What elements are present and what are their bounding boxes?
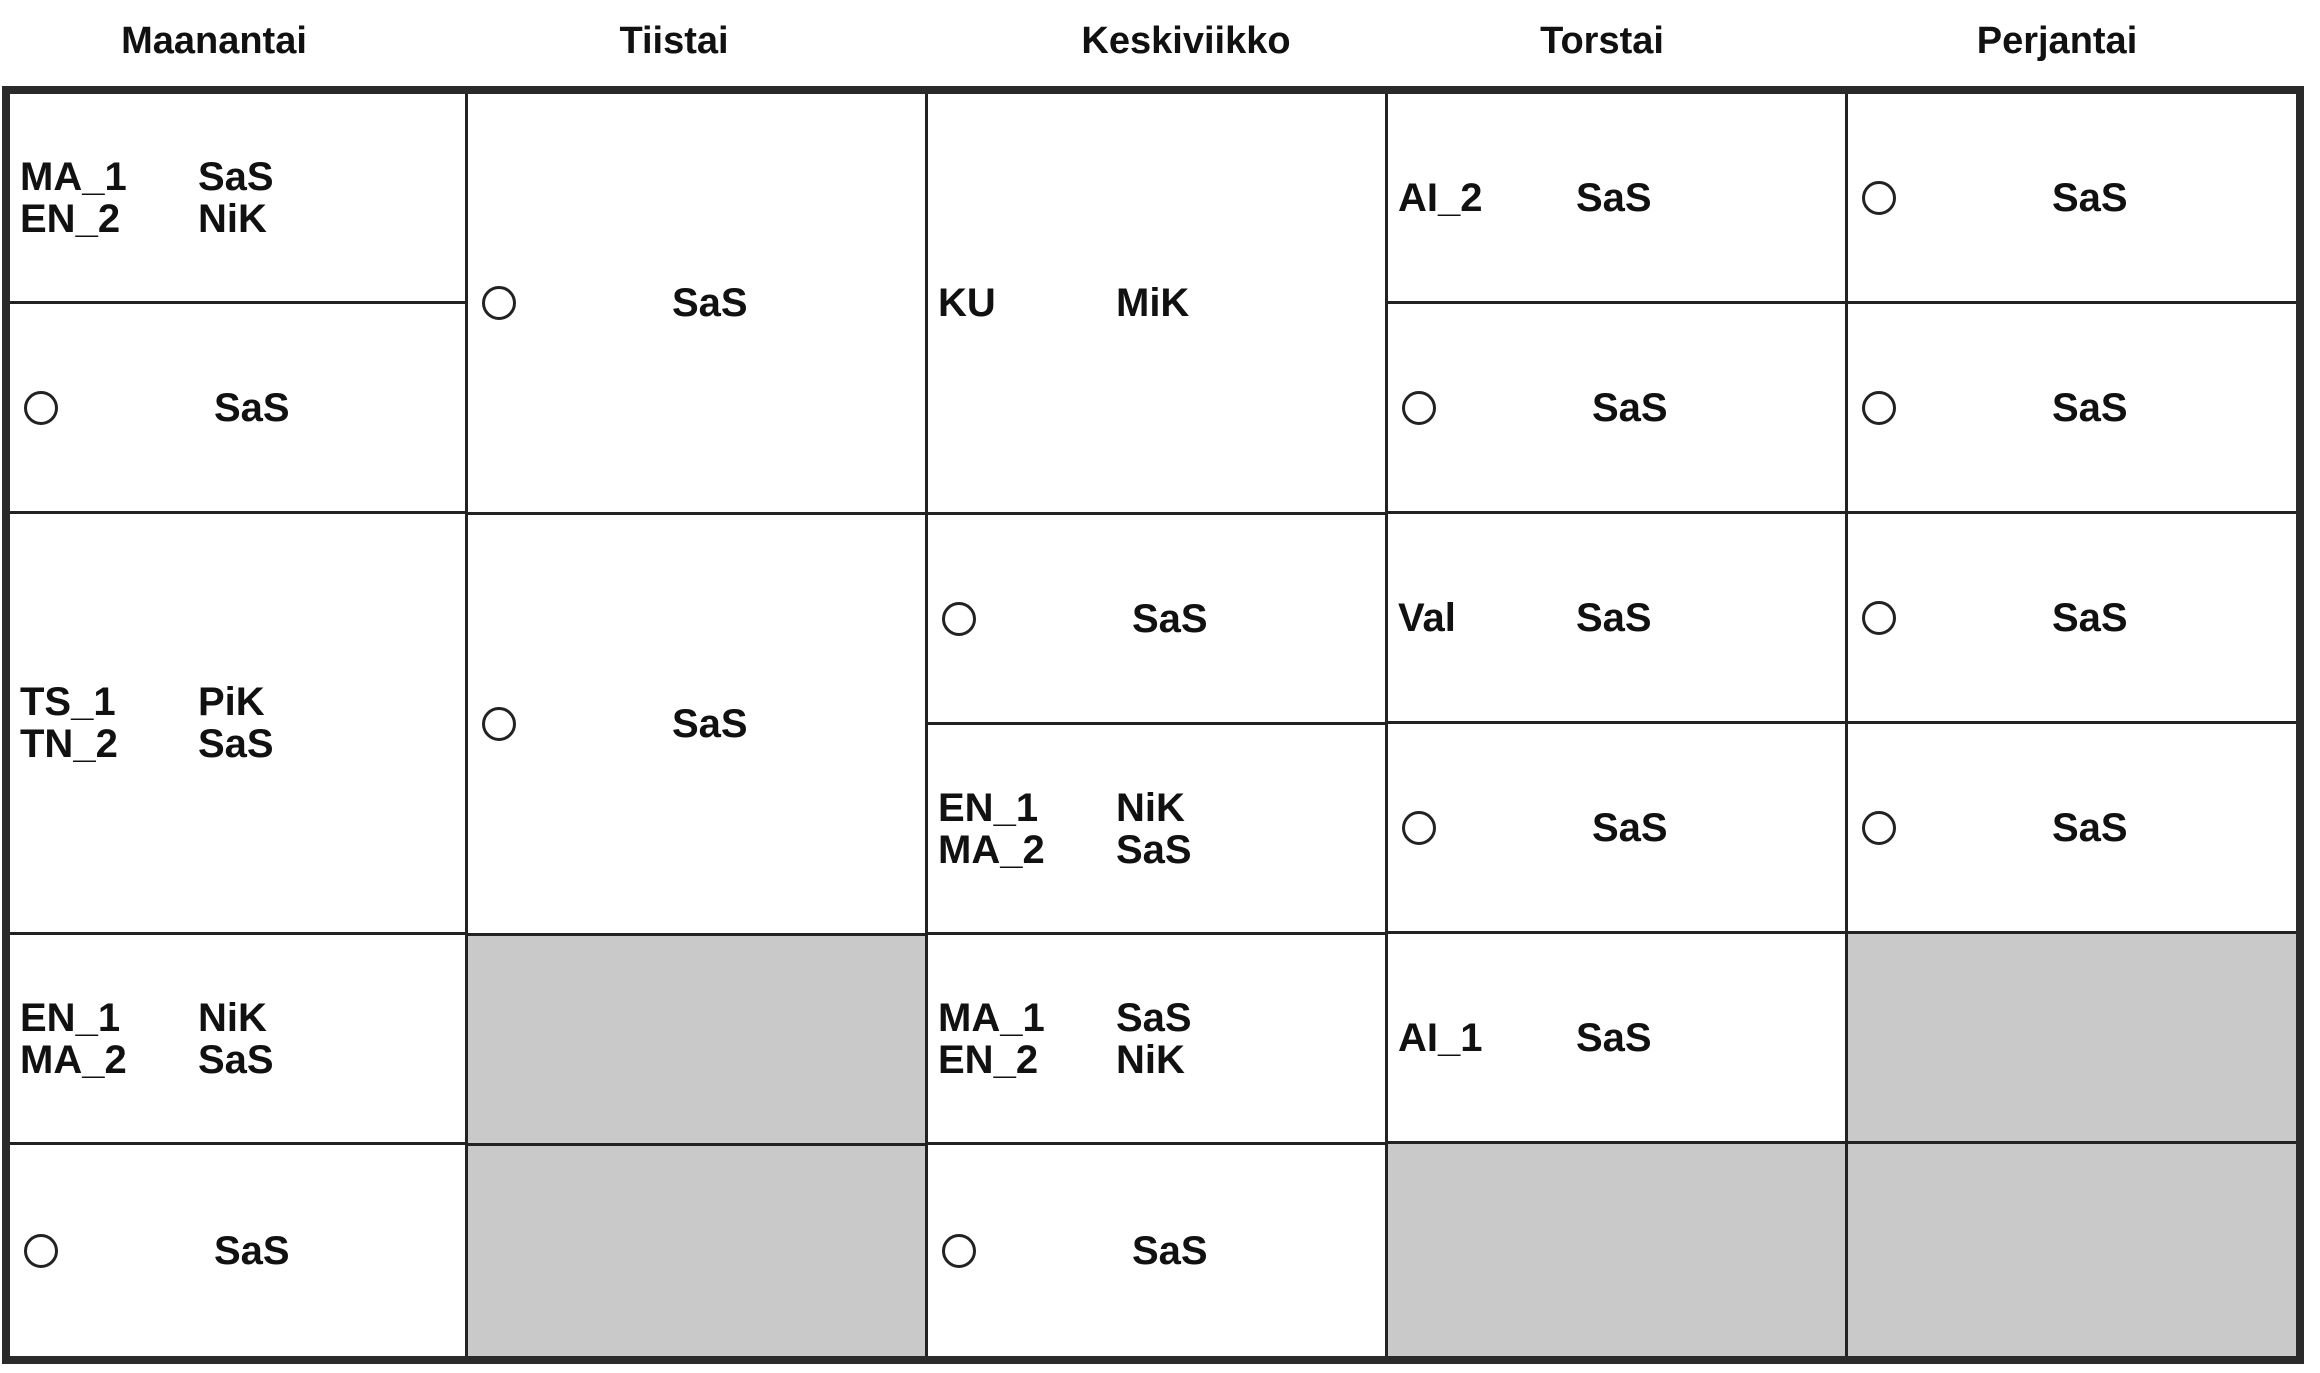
- course-code: AI_2: [1398, 175, 1483, 220]
- lesson-slot-tuesday: [468, 515, 928, 936]
- lesson-line: [1398, 177, 1835, 219]
- lesson-slot-monday: [10, 514, 468, 935]
- lesson-content: [942, 595, 1375, 643]
- lesson-line: [1398, 1017, 1835, 1059]
- course-code: MA_1: [20, 154, 127, 199]
- day-header-wednesday: Keskiviikko: [1081, 20, 1291, 62]
- lesson-line: [482, 279, 915, 327]
- lesson-line: [24, 384, 455, 432]
- circle-icon: [482, 707, 516, 741]
- lesson-line: [1862, 384, 2286, 432]
- teacher-initials: NiK: [198, 196, 267, 241]
- lesson-slot-friday: [1848, 304, 2296, 514]
- lesson-content: [1402, 384, 1835, 432]
- lesson-line: [20, 1039, 455, 1081]
- circle-icon: [24, 391, 58, 425]
- lesson-content: [938, 997, 1375, 1081]
- course-code: Val: [1398, 595, 1456, 640]
- lesson-line: [20, 997, 455, 1039]
- lesson-line: [1862, 804, 2286, 852]
- teacher-initials: SaS: [1592, 805, 1668, 850]
- teacher-initials: SaS: [214, 1228, 290, 1273]
- lesson-slot-tuesday: [468, 94, 928, 515]
- teacher-initials: NiK: [1116, 1037, 1185, 1082]
- lesson-slot-thursday: [1388, 304, 1848, 514]
- circle-icon: [1402, 391, 1436, 425]
- circle-icon: [1862, 181, 1896, 215]
- lesson-content: [1398, 177, 1835, 219]
- course-code: EN_2: [20, 196, 121, 241]
- lesson-content: [20, 156, 455, 240]
- lesson-slot-wednesday: [928, 725, 1388, 935]
- teacher-initials: SaS: [672, 281, 748, 325]
- lesson-line: [938, 787, 1375, 829]
- course-code: EN_1: [938, 785, 1039, 830]
- day-header-friday: Perjantai: [1976, 20, 2138, 62]
- teacher-initials: NiK: [198, 995, 267, 1040]
- lesson-slot-thursday: [1388, 724, 1848, 934]
- lesson-slot-thursday: [1388, 514, 1848, 724]
- teacher-initials: SaS: [1116, 995, 1192, 1040]
- lesson-content: [1398, 1017, 1835, 1059]
- teacher-initials: PiK: [198, 680, 265, 724]
- lesson-line: [482, 700, 915, 748]
- lesson-slot-wednesday: [928, 1145, 1388, 1356]
- teacher-initials: SaS: [2052, 805, 2128, 850]
- lesson-line: [938, 282, 1375, 324]
- lesson-content: [1398, 597, 1835, 639]
- lesson-content: [1862, 384, 2286, 432]
- lesson-content: [938, 787, 1375, 871]
- lesson-slot-monday: [10, 94, 468, 304]
- lesson-content: [1862, 804, 2286, 852]
- lesson-line: [1402, 384, 1835, 432]
- teacher-initials: SaS: [214, 385, 290, 430]
- lesson-content: [24, 384, 455, 432]
- lesson-line: [20, 681, 455, 723]
- empty-slot: [1848, 934, 2296, 1144]
- lesson-slot-friday: [1848, 514, 2296, 724]
- teacher-initials: SaS: [198, 154, 274, 199]
- course-code: AI_1: [1398, 1015, 1483, 1060]
- weekday-header: [0, 0, 2320, 84]
- day-header-tuesday: Tiistai: [619, 20, 729, 62]
- lesson-content: [938, 282, 1375, 324]
- teacher-initials: SaS: [1132, 1228, 1208, 1273]
- lesson-content: [24, 1227, 455, 1275]
- lesson-content: [20, 997, 455, 1081]
- circle-icon: [942, 602, 976, 636]
- course-code: MA_2: [20, 1037, 127, 1082]
- lesson-line: [1402, 804, 1835, 852]
- lesson-slot-friday: [1848, 94, 2296, 304]
- lesson-line: [938, 1039, 1375, 1081]
- lesson-line: [942, 595, 1375, 643]
- day-header-thursday: Torstai: [1540, 20, 1664, 62]
- teacher-initials: SaS: [1592, 385, 1668, 430]
- lesson-content: [1862, 594, 2286, 642]
- course-code: KU: [938, 281, 996, 325]
- lesson-slot-thursday: [1388, 94, 1848, 304]
- lesson-content: [942, 1227, 1375, 1275]
- lesson-line: [1862, 594, 2286, 642]
- teacher-initials: SaS: [1576, 175, 1652, 220]
- lesson-content: [20, 681, 455, 765]
- timetable-grid: [2, 86, 2304, 1364]
- empty-slot: [1388, 1144, 1848, 1356]
- course-code: TS_1: [20, 680, 116, 724]
- teacher-initials: SaS: [1576, 595, 1652, 640]
- circle-icon: [1862, 811, 1896, 845]
- course-code: MA_1: [938, 995, 1045, 1040]
- lesson-slot-monday: [10, 1145, 468, 1356]
- lesson-line: [1398, 597, 1835, 639]
- course-code: TN_2: [20, 722, 118, 766]
- teacher-initials: SaS: [198, 722, 274, 766]
- lesson-line: [20, 156, 455, 198]
- empty-slot: [468, 1146, 928, 1356]
- lesson-slot-wednesday: [928, 515, 1388, 725]
- teacher-initials: SaS: [1576, 1015, 1652, 1060]
- lesson-line: [20, 723, 455, 765]
- circle-icon: [482, 286, 516, 320]
- lesson-slot-monday: [10, 935, 468, 1145]
- teacher-initials: SaS: [2052, 595, 2128, 640]
- lesson-line: [20, 198, 455, 240]
- lesson-content: [482, 700, 915, 748]
- teacher-initials: NiK: [1116, 785, 1185, 830]
- lesson-slot-friday: [1848, 724, 2296, 934]
- course-code: EN_2: [938, 1037, 1039, 1082]
- lesson-line: [938, 829, 1375, 871]
- lesson-line: [24, 1227, 455, 1275]
- lesson-line: [1862, 174, 2286, 222]
- circle-icon: [1862, 601, 1896, 635]
- lesson-slot-wednesday: [928, 935, 1388, 1145]
- teacher-initials: SaS: [672, 702, 748, 746]
- course-code: EN_1: [20, 995, 121, 1040]
- course-code: MA_2: [938, 827, 1045, 872]
- lesson-line: [938, 997, 1375, 1039]
- teacher-initials: SaS: [198, 1037, 274, 1082]
- teacher-initials: SaS: [2052, 175, 2128, 220]
- lesson-content: [482, 279, 915, 327]
- circle-icon: [1402, 811, 1436, 845]
- circle-icon: [1862, 391, 1896, 425]
- circle-icon: [24, 1234, 58, 1268]
- lesson-line: [942, 1227, 1375, 1275]
- empty-slot: [468, 936, 928, 1146]
- lesson-slot-wednesday: [928, 94, 1388, 515]
- lesson-slot-monday: [10, 304, 468, 514]
- empty-slot: [1848, 1144, 2296, 1356]
- teacher-initials: SaS: [1132, 596, 1208, 641]
- day-header-monday: Maanantai: [121, 20, 307, 62]
- lesson-content: [1862, 174, 2286, 222]
- lesson-content: [1402, 804, 1835, 852]
- circle-icon: [942, 1234, 976, 1268]
- teacher-initials: MiK: [1116, 281, 1190, 325]
- teacher-initials: SaS: [2052, 385, 2128, 430]
- teacher-initials: SaS: [1116, 827, 1192, 872]
- lesson-slot-thursday: [1388, 934, 1848, 1144]
